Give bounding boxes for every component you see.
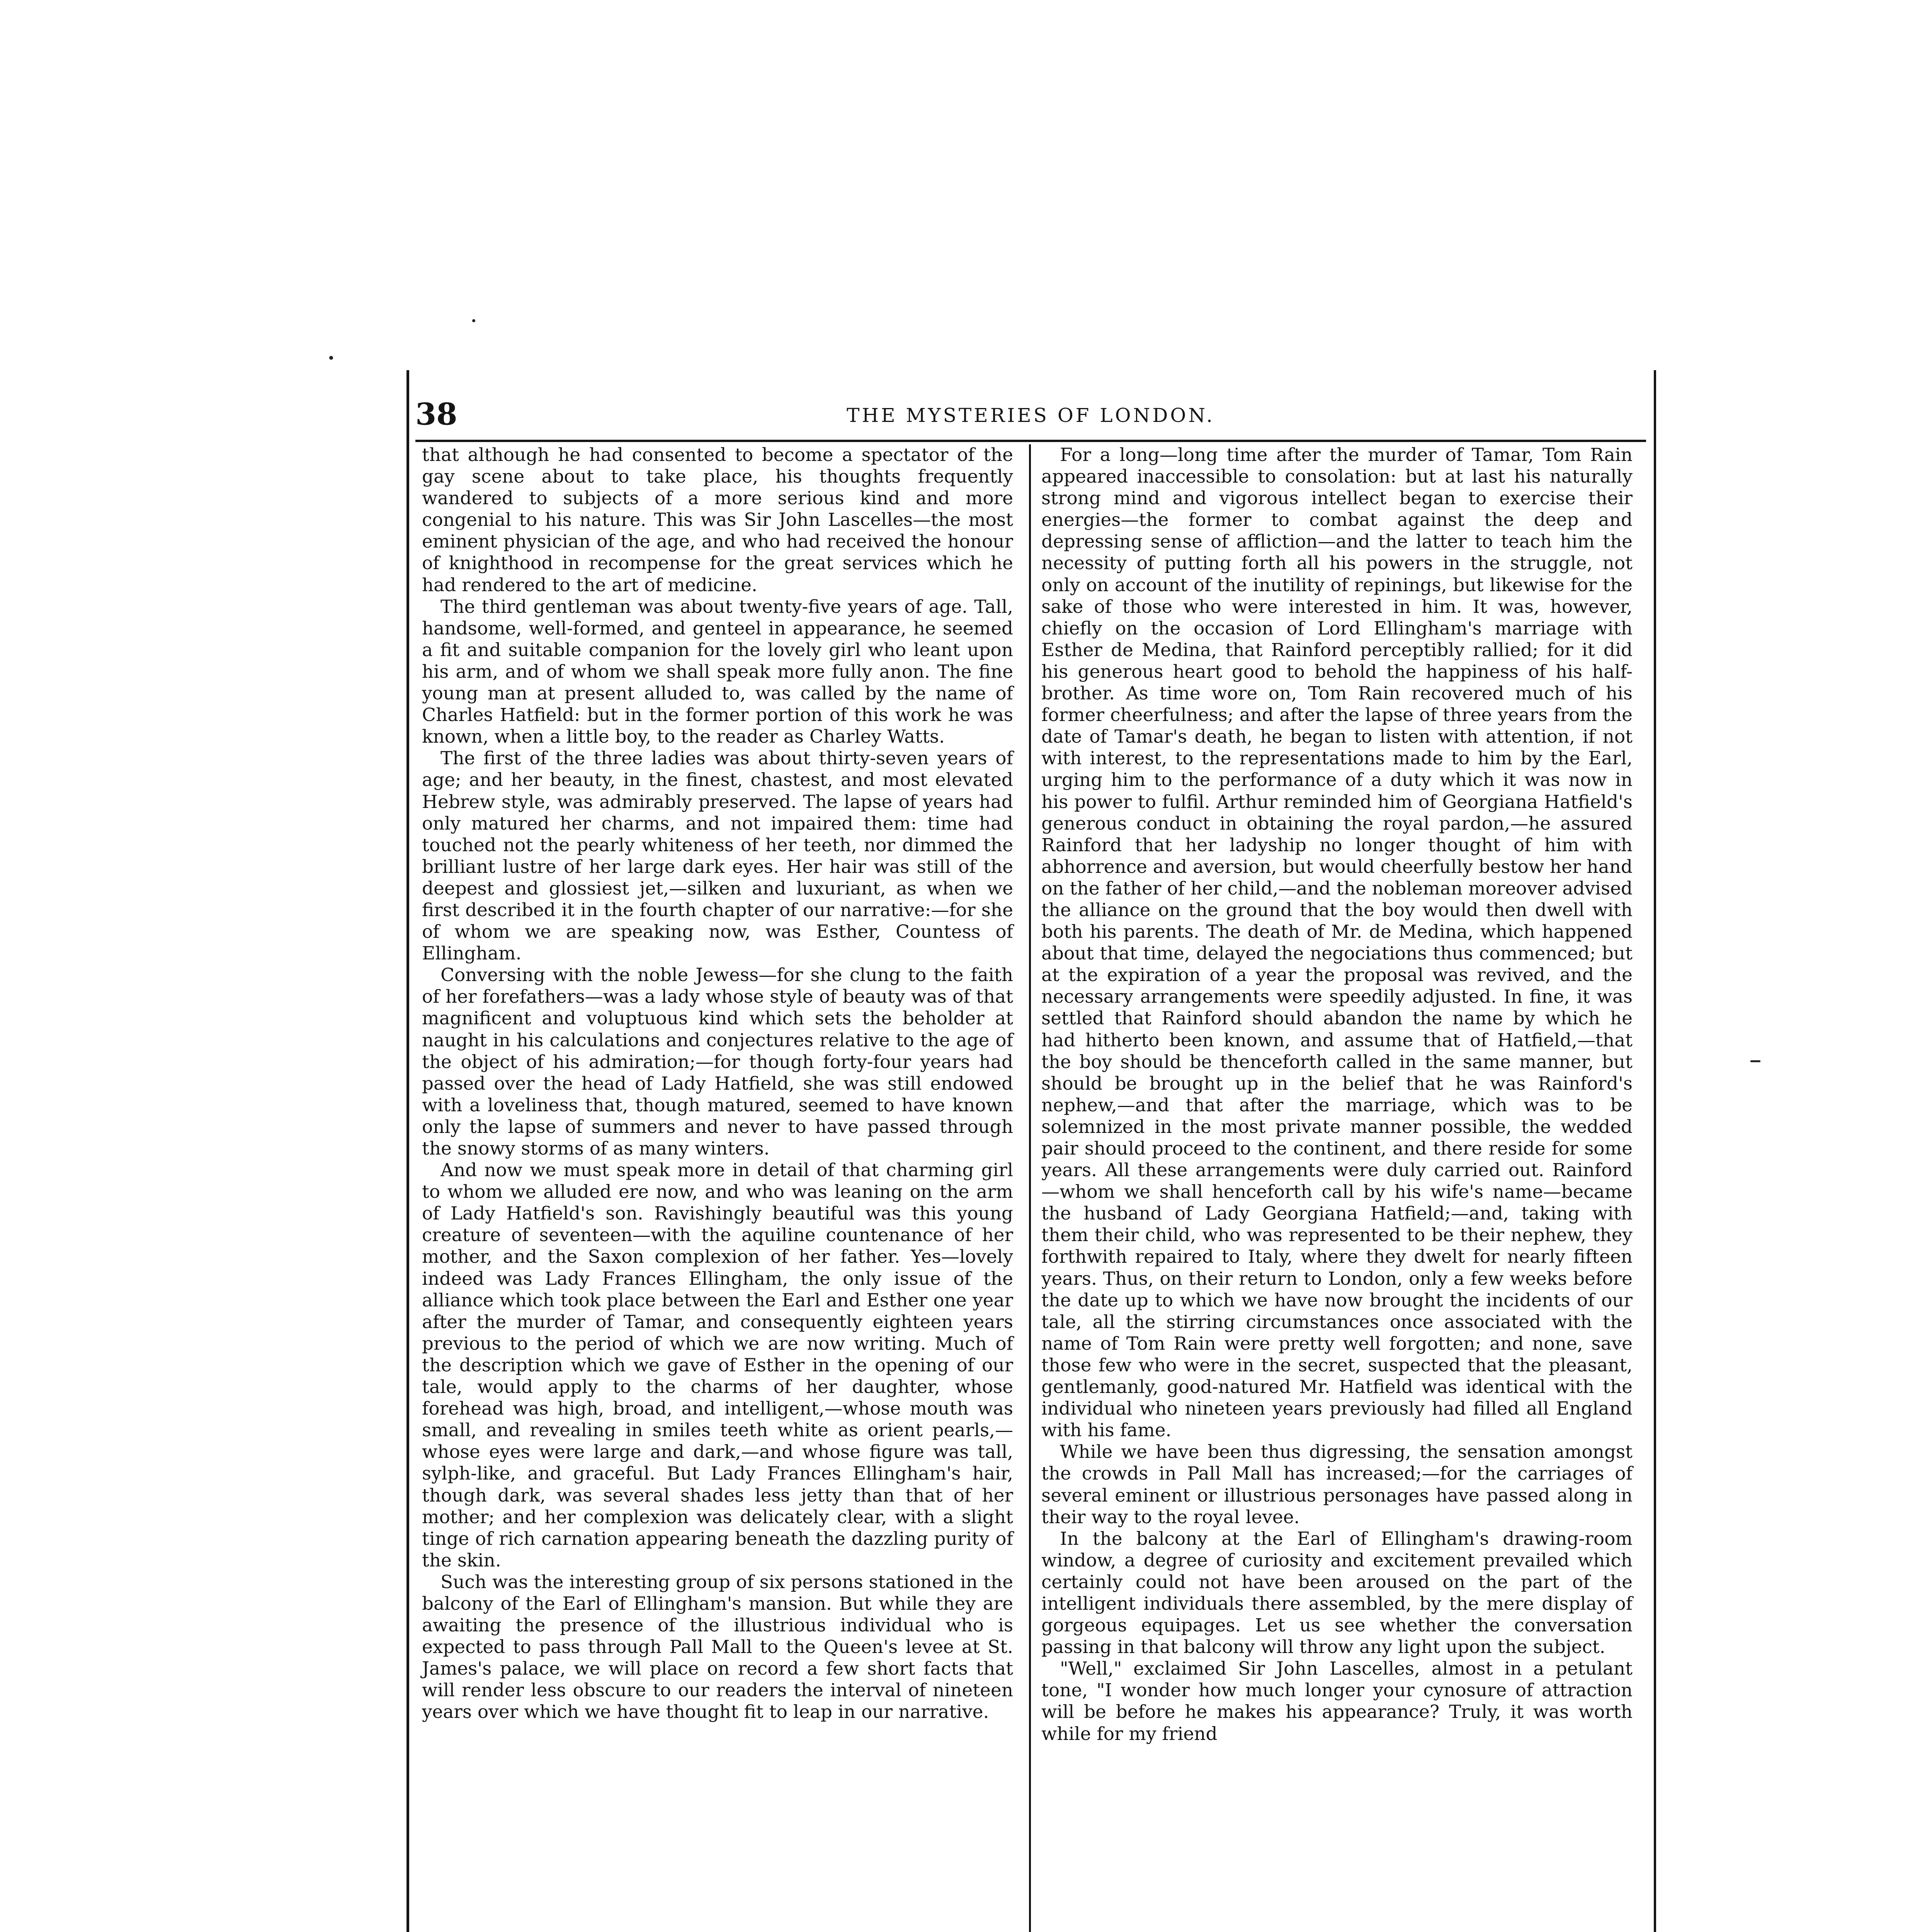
paragraph: And now we must speak more in detail of that charming girl to whom we alluded ere now, and who was leaning on the arm of Lady Hatfield's son. Ravishingly beautiful was this young creature of seventeen—with the aquiline countenance of her mother, and the Saxon complexion of her father. Yes—lovely indeed was Lady Frances Ellingham, the only issue of the alliance which took place between the Earl and Esther one year after the murder of Tamar, and consequently eighteen years previous to the period of which we are now writing. Much of the description which we gave of Esther in the opening of our tale, would apply to the charms of her daughter, whose forehead was high, broad, and intelligent,—whose mouth was small, and revealing in smiles teeth white as orient pearls,—whose eyes were large and dark,—and whose figure was tall, sylph-like, and graceful. But Lady Frances Ellingham's hair, though dark, was several shades less jetty than that of her mother; and her complexion was delicately clear, with a slight tinge of rich carnation appearing beneath the dazzling purity of the skin. [422,1160,1013,1571]
header-rule [415,440,1646,442]
paragraph: "Well," exclaimed Sir John Lascelles, almost in a petulant tone, "I wonder how much longer your cynosure of attraction will be before he makes his appearance? Truly, it was worth while for my friend [1041,1658,1633,1745]
paragraph: The first of the three ladies was about thirty-seven years of age; and her beauty, in the finest, chastest, and most elevated Hebrew style, was admirably preserved. The lapse of years had only matured her charms, and not impaired them: time had touched not the pearly whiteness of her teeth, nor dimmed the brilliant lustre of her large dark eyes. Her hair was still of the deepest and glossiest jet,—silken and luxuriant, as when we first described it in the fourth chapter of our narrative:—for she of whom we are speaking now, was Esther, Countess of Ellingham. [422,748,1013,964]
paragraph: While we have been thus digressing, the sensation amongst the crowds in Pall Mall has increased;—for the carriages of several eminent or illustrious personages have passed along in their way to the royal levee. [1041,1441,1633,1528]
page-number: 38 [415,397,457,432]
paragraph: Such was the interesting group of six persons stationed in the balcony of the Earl of Ellingham's mansion. But while they are awaiting the presence of the illustrious individual who is expected to pass through Pall Mall to the Queen's levee at St. James's palace, we will place on record a few short facts that will render less obscure to our readers the interval of nineteen years over which we have thought fit to leap in our narrative. [422,1571,1013,1723]
right-column [1041,444,1633,1745]
paragraph: The third gentleman was about twenty-five years of age. Tall, handsome, well-formed, and genteel in appearance, he seemed a fit and suitable companion for the lovely girl who leant upon his arm, and of whom we shall speak more fully anon. The fine young man at present alluded to, was called by the name of Charles Hatfield: but in the former portion of this work he was known, when a little boy, to the reader as Charley Watts. [422,596,1013,748]
paper-speck [472,319,475,322]
frame-left-rule [406,370,409,1932]
paragraph: For a long—long time after the murder of Tamar, Tom Rain appeared inaccessible to consolation: but at last his naturally strong mind and vigorous intellect began to exercise their energies—the former to combat against the deep and depressing sense of affliction—and the latter to teach him the necessity of putting forth all his powers in the struggle, not only on account of the inutility of repinings, but likewise for the sake of those who were interested in him. It was, however, chiefly on the occasion of Lord Ellingham's marriage with Esther de Medina, that Rainford perceptibly rallied; for it did his generous heart good to behold the happiness of his half-brother. As time wore on, Tom Rain recovered much of his former cheerfulness; and after the lapse of three years from the date of Tamar's death, he began to listen with attention, if not with interest, to the representations made to him by the Earl, urging him to the performance of a duty which it was now in his power to fulfil. Arthur reminded him of Georgiana Hatfield's generous conduct in obtaining the royal pardon,—he assured Rainford that her ladyship no longer thought of him with abhorrence and aversion, but would cheerfully bestow her hand on the father of her child,—and the nobleman moreover advised the alliance on the ground that the boy would then dwell with both his parents. The death of Mr. de Medina, which happened about that time, delayed the negociations thus commenced; but at the expiration of a year the proposal was revived, and the necessary arrangements were speedily adjusted. In fine, it was settled that Rainford should abandon the name by which he had hitherto been known, and assume that of Hatfield,—that the boy should be thenceforth called in the same manner, but should be brought up in the belief that he was Rainford's nephew,—and that after the marriage, which was to be solemnized in the most private manner possible, the wedded pair should proceed to the continent, and there reside for some years. All these arrangements were duly carried out. Rainford—whom we shall henceforth call by his wife's name—became the husband of Lady Georgiana Hatfield;—and, taking with them their child, who was represented to be their nephew, they forthwith repaired to Italy, where they dwelt for nearly fifteen years. Thus, on their return to London, only a few weeks before the date up to which we have now brought the incidents of our tale, all the stirring circumstances once associated with the name of Tom Rain were pretty well forgotten; and none, save those few who were in the secret, suspected that the pleasant, gentlemanly, good-natured Mr. Hatfield was identical with the individual who nineteen years previously had filled all England with his fame. [1041,444,1633,1441]
paper-speck [1750,1060,1760,1062]
page-header [415,393,1646,436]
left-column [422,444,1013,1723]
frame-right-rule [1654,370,1656,1932]
paper-speck [329,356,333,360]
paragraph: In the balcony at the Earl of Ellingham's drawing-room window, a degree of curiosity and excitement prevailed which certainly could not have been aroused on the part of the intelligent individuals there assembled, by the mere display of gorgeous equipages. Let us see whether the conversation passing in that balcony will throw any light upon the subject. [1041,1528,1633,1658]
paragraph: that although he had consented to become a spectator of the gay scene about to take place, his thoughts frequently wandered to subjects of a more serious kind and more congenial to his nature. This was Sir John Lascelles—the most eminent physician of the age, and who had received the honour of knighthood in recompense for the great services which he had rendered to the art of medicine. [422,444,1013,596]
paragraph: Conversing with the noble Jewess—for she clung to the faith of her forefathers—was a lady whose style of beauty was of that magnificent and voluptuous kind which sets the beholder at naught in his calculations and conjectures relative to the age of the object of his admiration;—for though forty-four years had passed over the head of Lady Hatfield, she was still endowed with a loveliness that, though matured, seemed to have known only the lapse of summers and never to have passed through the snowy storms of as many winters. [422,964,1013,1159]
column-divider [1029,444,1031,1932]
running-title: THE MYSTERIES OF LONDON. [847,404,1215,427]
